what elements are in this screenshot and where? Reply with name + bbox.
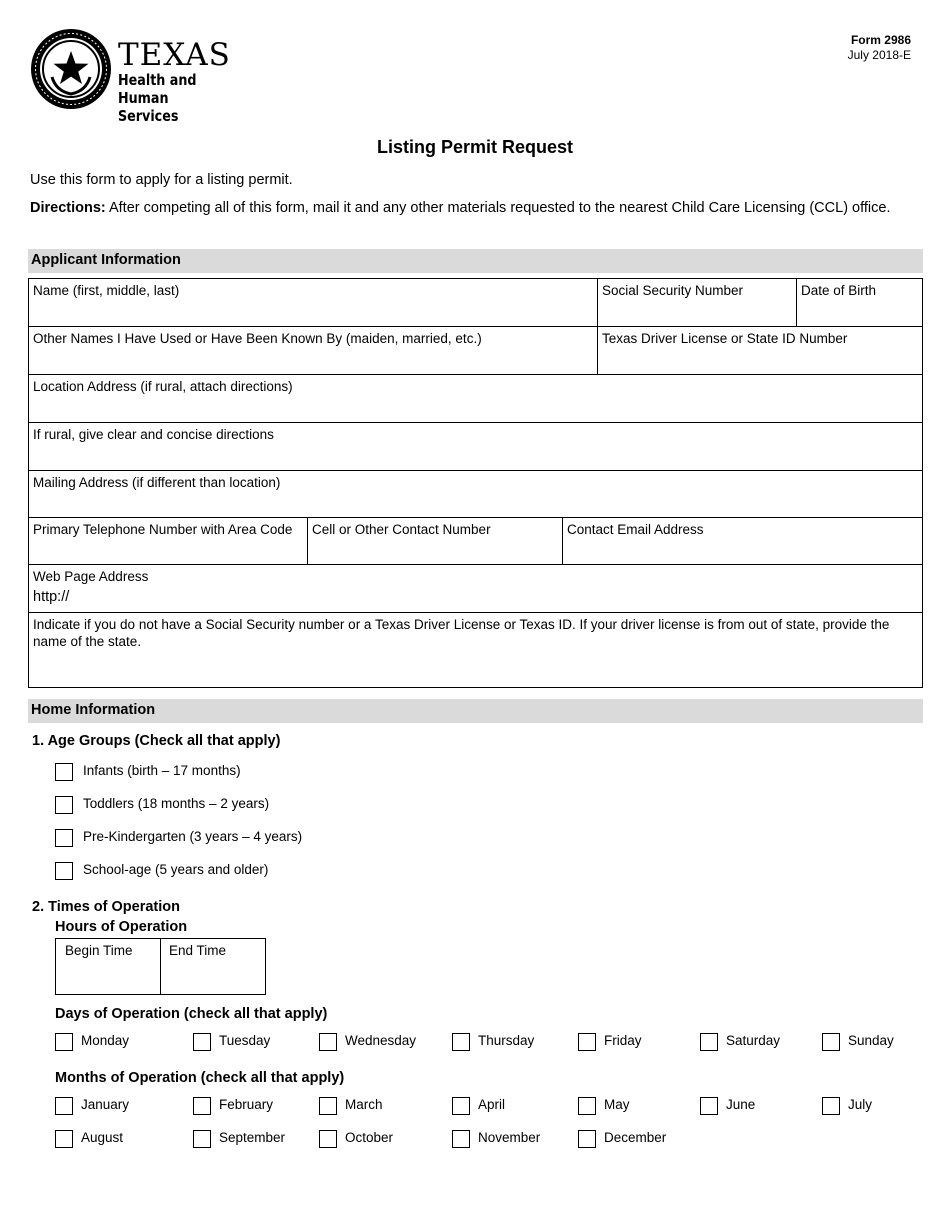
other-names-field[interactable]: Other Names I Have Used or Have Been Known By (maiden, married, etc.): [33, 331, 482, 346]
label-pre-kindergarten: Pre-Kindergarten (3 years – 4 years): [83, 829, 303, 844]
applicant-table: [28, 278, 923, 688]
checkbox-sunday[interactable]: [822, 1033, 840, 1051]
name-field[interactable]: Name (first, middle, last): [33, 283, 180, 298]
checkbox-january[interactable]: [55, 1097, 73, 1115]
hours-table: [55, 938, 266, 995]
end-time-field[interactable]: End Time: [169, 943, 227, 958]
checkbox-wednesday[interactable]: [319, 1033, 337, 1051]
checkbox-school-age[interactable]: [55, 862, 73, 880]
months-of-operation-title: Months of Operation (check all that apply): [55, 1070, 345, 1086]
label-september: September: [219, 1130, 286, 1145]
logo-subtitle: Health and Human Services: [118, 71, 197, 125]
label-tuesday: Tuesday: [219, 1033, 271, 1048]
mailing-address-field[interactable]: Mailing Address (if different than location): [33, 475, 281, 490]
cell-phone-field[interactable]: Cell or Other Contact Number: [312, 522, 491, 537]
checkbox-friday[interactable]: [578, 1033, 596, 1051]
label-monday: Monday: [81, 1033, 130, 1048]
checkbox-pre-kindergarten[interactable]: [55, 829, 73, 847]
label-february: February: [219, 1097, 274, 1112]
texas-seal-icon: [30, 27, 112, 111]
checkbox-june[interactable]: [700, 1097, 718, 1115]
label-august: August: [81, 1130, 124, 1145]
checkbox-thursday[interactable]: [452, 1033, 470, 1051]
label-school-age: School-age (5 years and older): [83, 862, 269, 877]
label-july: July: [848, 1097, 873, 1112]
primary-phone-field[interactable]: Primary Telephone Number with Area Code: [33, 522, 293, 537]
logo: [30, 27, 255, 125]
label-december: December: [604, 1130, 667, 1145]
web-page-field[interactable]: Web Page Address http://: [29, 565, 922, 612]
begin-time-field[interactable]: Begin Time: [65, 943, 133, 958]
label-may: May: [604, 1097, 630, 1112]
label-march: March: [345, 1097, 383, 1112]
hours-of-operation-title: Hours of Operation: [55, 919, 188, 935]
section-applicant-information: Applicant Information: [28, 249, 923, 273]
checkbox-monday[interactable]: [55, 1033, 73, 1051]
directions-text: Directions: After competing all of this form, mail it and any other materials requested to the nearest Child Care Licensing (CCL) office.: [30, 200, 891, 216]
ssn-field[interactable]: Social Security Number: [602, 283, 744, 298]
checkbox-july[interactable]: [822, 1097, 840, 1115]
checkbox-toddlers[interactable]: [55, 796, 73, 814]
label-wednesday: Wednesday: [345, 1033, 417, 1048]
email-field[interactable]: Contact Email Address: [567, 522, 704, 537]
label-friday: Friday: [604, 1033, 642, 1048]
checkbox-september[interactable]: [193, 1130, 211, 1148]
checkbox-march[interactable]: [319, 1097, 337, 1115]
label-toddlers: Toddlers (18 months – 2 years): [83, 796, 270, 811]
label-thursday: Thursday: [478, 1033, 535, 1048]
no-ssn-license-field[interactable]: Indicate if you do not have a Social Security number or a Texas Driver License or Texas ID. If your driver license is from out of state, provide the name of the state.: [33, 617, 890, 649]
form-date: July 2018-E: [847, 48, 911, 62]
label-january: January: [81, 1097, 130, 1112]
label-saturday: Saturday: [726, 1033, 781, 1048]
intro-text: Use this form to apply for a listing permit.: [30, 172, 293, 188]
location-address-field[interactable]: Location Address (if rural, attach directions): [33, 379, 293, 394]
form-number: Form 2986: [850, 33, 911, 47]
checkbox-december[interactable]: [578, 1130, 596, 1148]
age-groups-title: 1. Age Groups (Check all that apply): [32, 733, 281, 749]
label-infants: Infants (birth – 17 months): [83, 763, 241, 778]
label-june: June: [726, 1097, 756, 1112]
checkbox-may[interactable]: [578, 1097, 596, 1115]
web-page-value: http://: [33, 589, 70, 605]
checkbox-tuesday[interactable]: [193, 1033, 211, 1051]
license-field[interactable]: Texas Driver License or State ID Number: [602, 331, 848, 346]
label-november: November: [478, 1130, 541, 1145]
form-number-block: [848, 33, 911, 63]
page-title: Listing Permit Request: [376, 137, 574, 157]
checkbox-february[interactable]: [193, 1097, 211, 1115]
rural-directions-field[interactable]: If rural, give clear and concise directions: [33, 427, 274, 442]
checkbox-saturday[interactable]: [700, 1033, 718, 1051]
section-home-information: Home Information: [28, 699, 923, 723]
times-of-operation-title: 2. Times of Operation: [32, 899, 180, 915]
checkbox-infants[interactable]: [55, 763, 73, 781]
checkbox-october[interactable]: [319, 1130, 337, 1148]
dob-field[interactable]: Date of Birth: [801, 283, 877, 298]
checkbox-november[interactable]: [452, 1130, 470, 1148]
days-of-operation-title: Days of Operation (check all that apply): [55, 1006, 328, 1022]
label-sunday: Sunday: [848, 1033, 894, 1048]
label-october: October: [345, 1130, 394, 1145]
label-april: April: [478, 1097, 506, 1112]
checkbox-april[interactable]: [452, 1097, 470, 1115]
logo-texas: TEXAS: [118, 37, 231, 73]
checkbox-august[interactable]: [55, 1130, 73, 1148]
